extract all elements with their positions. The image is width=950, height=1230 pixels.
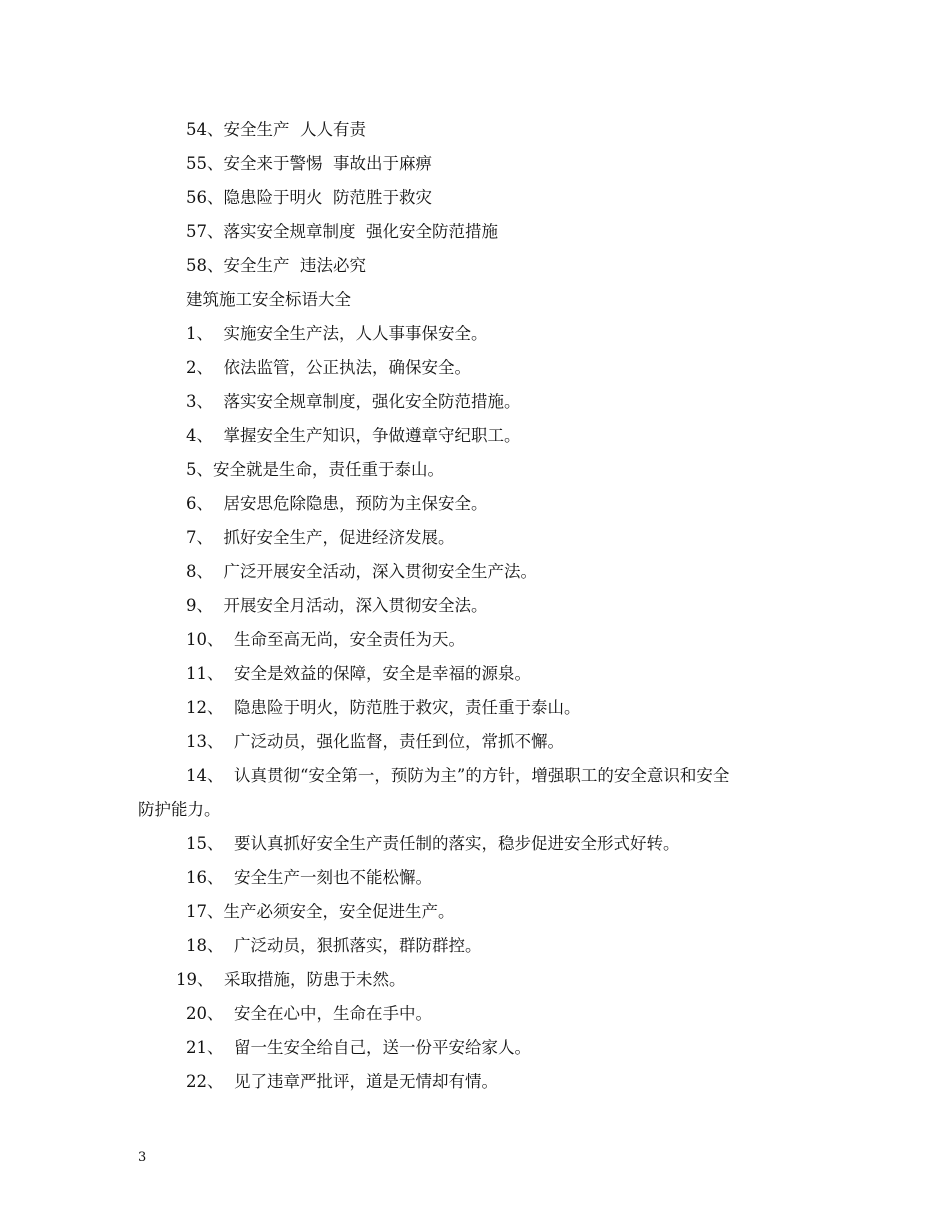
text-line-15: 15、 要认真抓好安全生产责任制的落实，稳步促进安全形式好转。 [186,834,680,853]
text-line-7: 7、 抓好安全生产，促进经济发展。 [186,528,455,547]
text-line-1: 1、 实施安全生产法，人人事事保安全。 [186,324,488,343]
text-line-20: 20、 安全在心中，生命在手中。 [186,1004,432,1023]
text-line-3: 3、 落实安全规章制度，强化安全防范措施。 [186,392,521,411]
text-line-57: 57、落实安全规章制度 强化安全防范措施 [186,222,498,241]
text-line-17: 17、生产必须安全，安全促进生产。 [186,902,455,921]
text-line-22: 22、 见了违章严批评，道是无情却有情。 [186,1072,498,1091]
page-number: 3 [138,1150,147,1165]
text-line-21: 21、 留一生安全给自己，送一份平安给家人。 [186,1038,531,1057]
section-heading: 建筑施工安全标语大全 [186,290,351,309]
text-line-14-continued: 防护能力。 [138,800,221,819]
text-line-2: 2、 依法监管，公正执法，确保安全。 [186,358,471,377]
text-line-54: 54、安全生产 人人有责 [186,120,366,139]
text-line-12: 12、 隐患险于明火，防范胜于救灾，责任重于泰山。 [186,698,581,717]
text-line-5: 5、安全就是生命，责任重于泰山。 [186,460,444,479]
text-line-8: 8、 广泛开展安全活动，深入贯彻安全生产法。 [186,562,537,581]
text-line-19: 19、 采取措施，防患于未然。 [176,970,406,989]
text-line-58: 58、安全生产 违法必究 [186,256,366,275]
text-line-4: 4、 掌握安全生产知识，争做遵章守纪职工。 [186,426,521,445]
text-line-9: 9、 开展安全月活动，深入贯彻安全法。 [186,596,488,615]
text-line-11: 11、 安全是效益的保障，安全是幸福的源泉。 [186,664,531,683]
text-line-14: 14、 认真贯彻“安全第一，预防为主”的方针，增强职工的安全意识和安全 [186,766,730,785]
text-line-16: 16、 安全生产一刻也不能松懈。 [186,868,432,887]
text-line-18: 18、 广泛动员，狠抓落实，群防群控。 [186,936,482,955]
text-line-10: 10、 生命至高无尚，安全责任为天。 [186,630,465,649]
text-line-13: 13、 广泛动员，强化监督，责任到位，常抓不懈。 [186,732,564,751]
text-line-56: 56、隐患险于明火 防范胜于救灾 [186,188,432,207]
text-line-6: 6、 居安思危除隐患，预防为主保安全。 [186,494,488,513]
text-line-55: 55、安全来于警惕 事故出于麻痹 [186,154,432,173]
